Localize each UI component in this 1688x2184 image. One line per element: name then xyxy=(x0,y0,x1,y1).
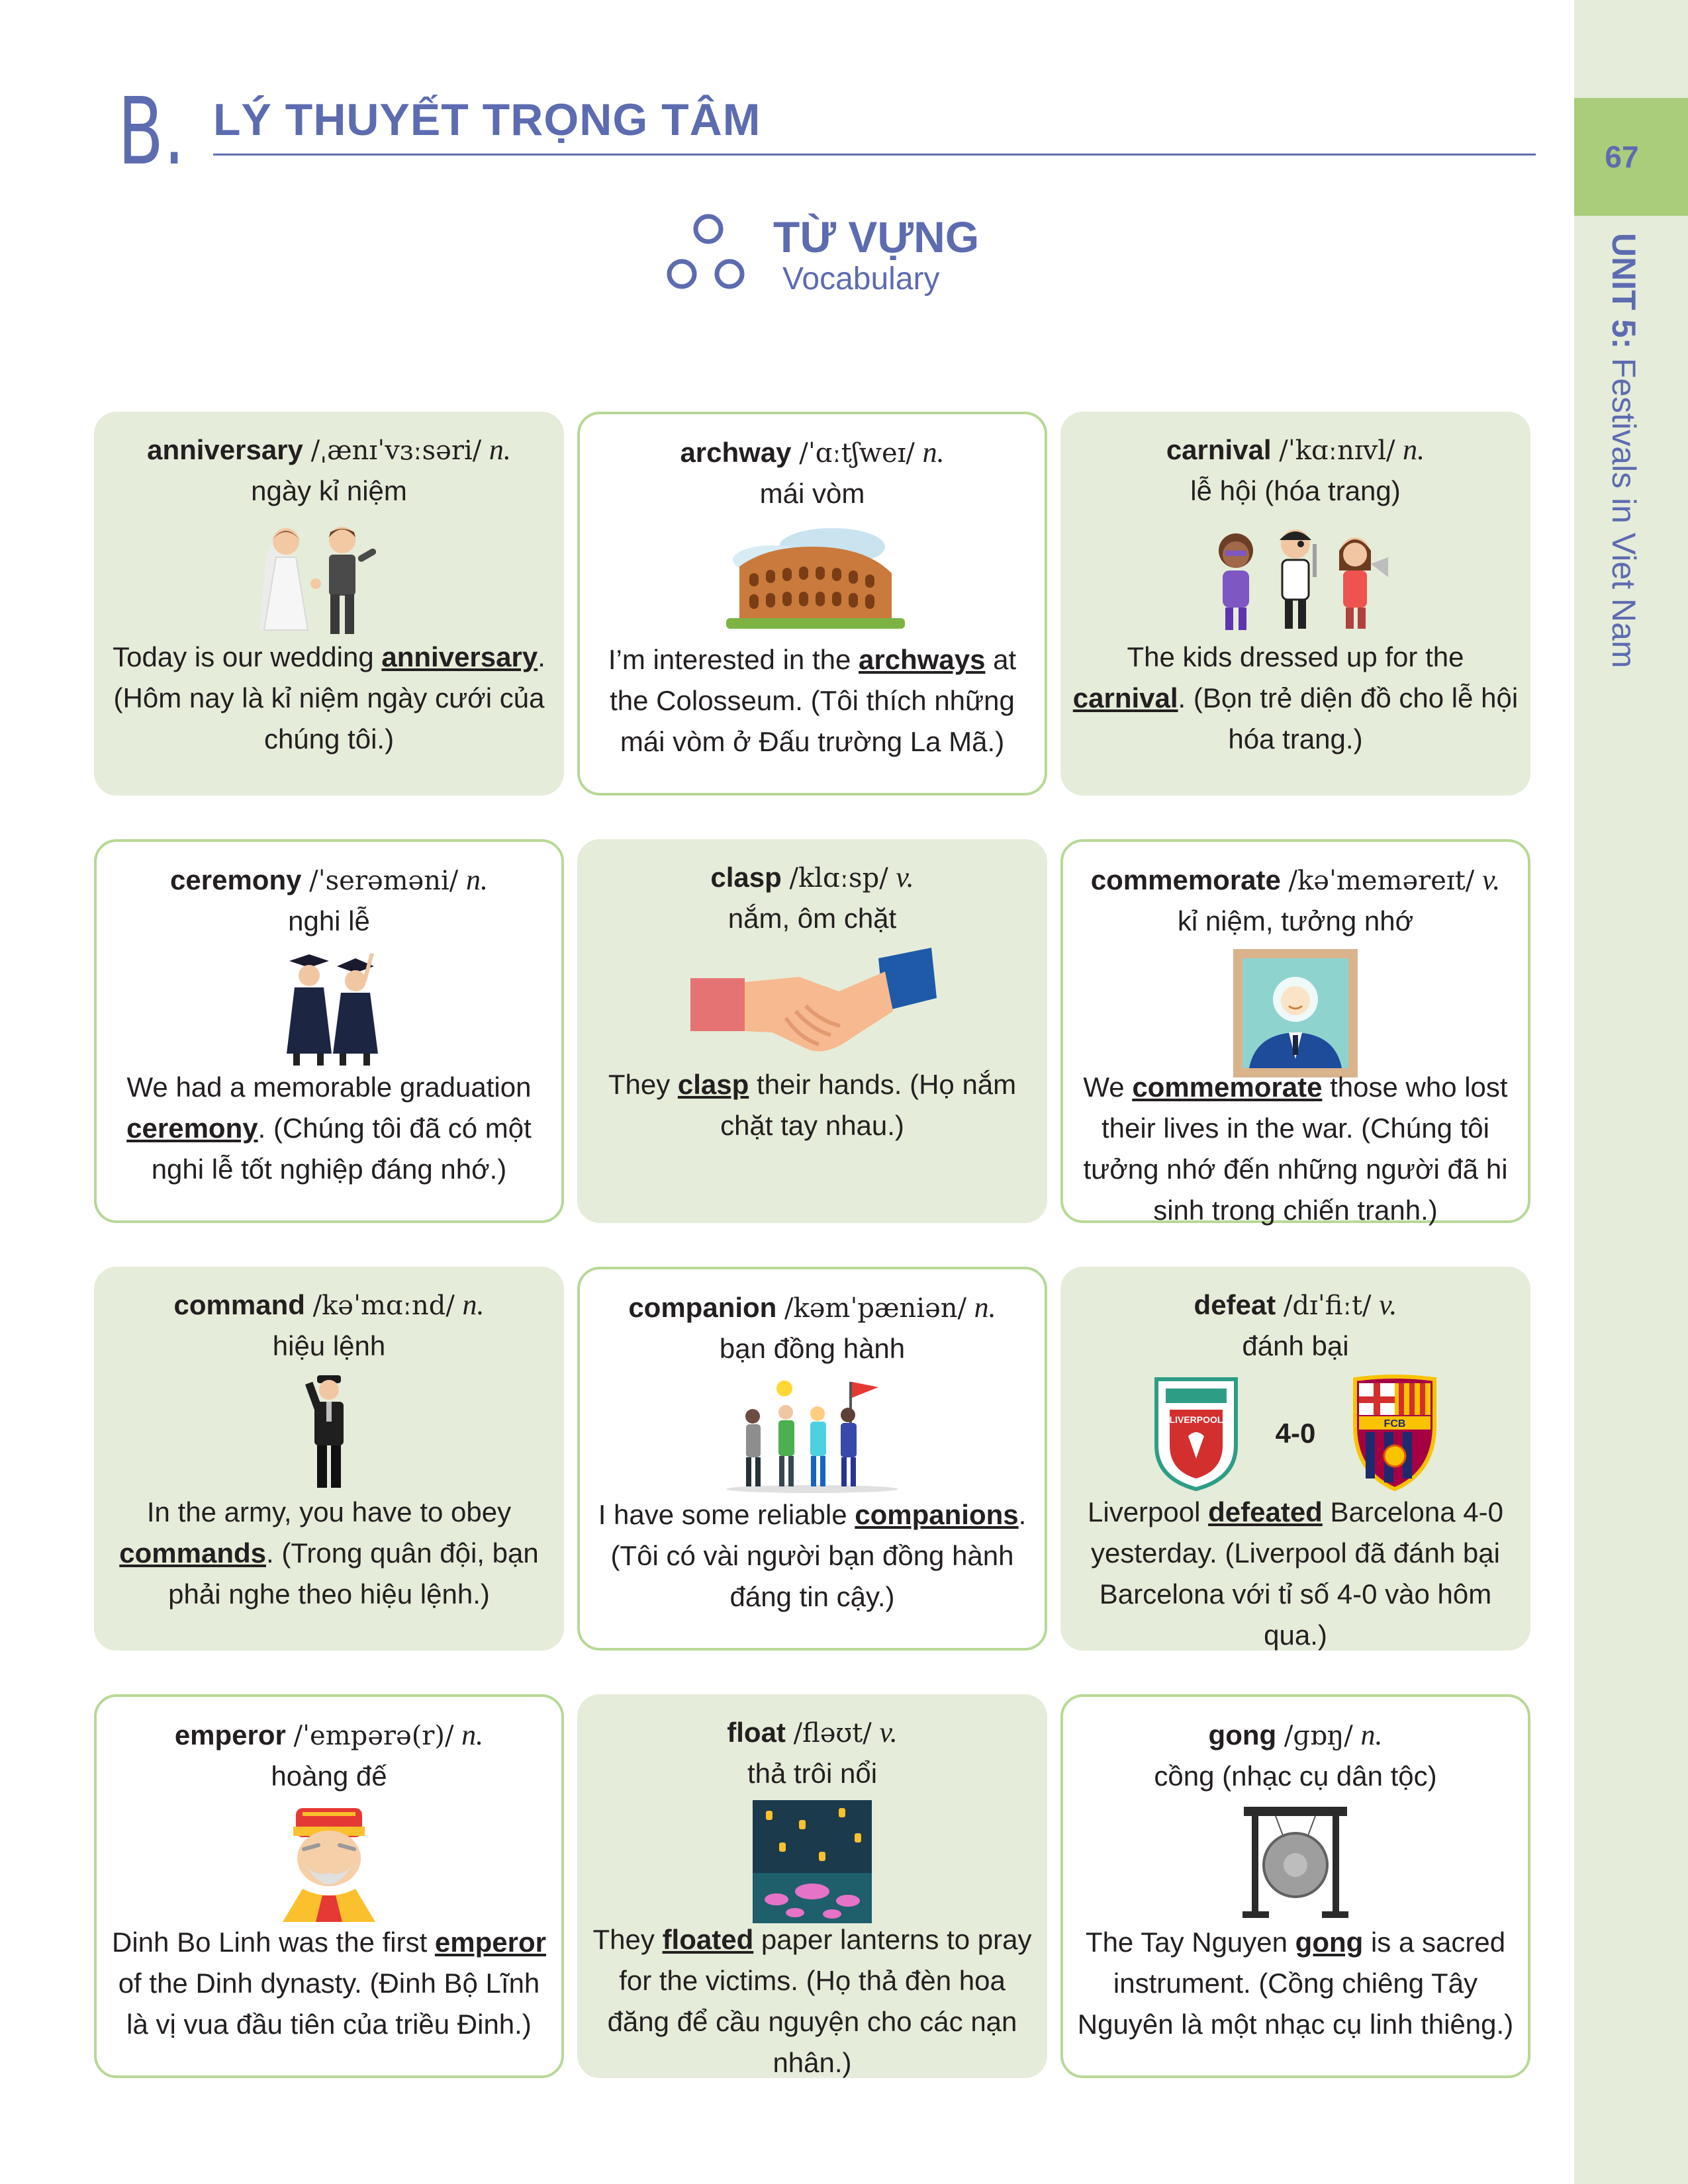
handshake-icon xyxy=(686,945,938,1064)
card-meaning: lễ hội (hóa trang) xyxy=(1190,475,1401,506)
card-ipa: /ˈserəməni/ xyxy=(309,866,459,896)
football-crests-icon xyxy=(1143,1373,1448,1492)
card-pos: n. xyxy=(489,433,511,466)
card-word: float xyxy=(727,1717,786,1748)
card-ipa: /kəˈmeməreɪt/ xyxy=(1288,866,1475,896)
card-example: The kids dressed up for the carnival. (Bọn trẻ diện đồ cho lễ hội hóa trang.) xyxy=(1072,641,1519,754)
unit-title: Festivals in Viet Nam xyxy=(1605,357,1642,668)
card-example: They clasp their hands. (Họ nắm chặt tay nhau.) xyxy=(608,1069,1017,1141)
card-word: emperor xyxy=(174,1719,286,1751)
card-keyword: gong xyxy=(1295,1927,1364,1958)
card-ipa: /ˈkɑːnɪvl/ xyxy=(1279,435,1395,466)
card-example: Today is our wedding anniversary. (Hôm nay là kỉ niệm ngày cưới của chúng tôi.) xyxy=(113,641,545,754)
card-keyword: emperor xyxy=(434,1927,546,1958)
team-walking-icon xyxy=(713,1375,912,1494)
card-ipa: /klɑːsp/ xyxy=(789,863,888,893)
section-title: LÝ THUYẾT TRỌNG TÂM xyxy=(213,95,761,145)
vocab-card-emperor xyxy=(94,1694,564,2078)
crest-right-label: FCB xyxy=(1383,1418,1406,1430)
card-keyword: ceremony xyxy=(126,1113,258,1144)
unit-label xyxy=(1601,233,1647,829)
card-meaning: bạn đồng hành xyxy=(719,1333,906,1364)
page-number: 67 xyxy=(1605,140,1639,174)
gong-icon xyxy=(1196,1803,1395,1922)
card-pos: n. xyxy=(1360,1719,1383,1751)
card-meaning: nắm, ôm chặt xyxy=(727,903,897,934)
card-ipa: /dɪˈfiːt/ xyxy=(1283,1291,1372,1321)
vocab-card-float xyxy=(577,1694,1047,2078)
card-ipa: /ˌænɪˈvɜːsəri/ xyxy=(310,435,482,466)
card-meaning: hoàng đế xyxy=(271,1760,387,1792)
vocab-card-companion xyxy=(577,1267,1047,1651)
wedding-couple-icon xyxy=(230,518,428,637)
card-ipa: /kəmˈpæniən/ xyxy=(784,1293,966,1324)
colosseum-icon xyxy=(713,520,912,639)
crest-left-label: LIVERPOOL xyxy=(1169,1414,1223,1425)
card-word: command xyxy=(173,1289,305,1320)
vocab-card-command xyxy=(94,1267,564,1651)
card-word: carnival xyxy=(1166,434,1272,465)
card-meaning: thả trôi nổi xyxy=(747,1758,878,1789)
card-keyword: carnival xyxy=(1072,682,1178,713)
saluting-soldier-icon xyxy=(230,1373,428,1492)
card-word: clasp xyxy=(710,862,782,893)
costumed-kids-icon xyxy=(1196,518,1395,637)
card-ipa: /ˈɑːtʃweɪ/ xyxy=(799,438,915,469)
card-example: We commemorate those who lost their lives in the war. (Chúng tôi tưởng nhớ đến những người đã hi sinh trong chiến tranh.) xyxy=(1083,1071,1508,1226)
card-meaning: mái vòm xyxy=(759,478,865,509)
card-word: commemorate xyxy=(1090,864,1281,895)
emperor-icon xyxy=(230,1803,428,1922)
memorial-portrait-icon xyxy=(1196,948,1395,1080)
unit-number: UNIT 5: xyxy=(1605,233,1642,349)
card-example: I have some reliable companions. (Tôi có vài người bạn đồng hành đáng tin cậy.) xyxy=(598,1499,1027,1612)
score-label: 4-0 xyxy=(1275,1418,1316,1449)
card-meaning: đánh bại xyxy=(1242,1330,1349,1361)
vocab-card-carnival xyxy=(1060,412,1530,796)
card-pos: n. xyxy=(461,1719,484,1751)
vocab-card-clasp xyxy=(577,839,1047,1223)
card-keyword: archways xyxy=(859,644,986,675)
card-word: companion xyxy=(628,1292,777,1323)
card-keyword: defeated xyxy=(1208,1496,1323,1527)
vocab-title: TỪ VỰNG xyxy=(773,212,980,261)
card-example: They floated paper lanterns to pray for the victims. (Họ thả đèn hoa đăng để cầu nguyện cho các nạn nhân.) xyxy=(592,1924,1032,2078)
card-example: The Tay Nguyen gong is a sacred instrument. (Cồng chiêng Tây Nguyên là một nhạc cụ linh thiêng.) xyxy=(1077,1927,1514,2040)
card-meaning: kỉ niệm, tưởng nhớ xyxy=(1177,905,1414,936)
section-rule xyxy=(213,154,1536,156)
card-word: anniversary xyxy=(147,434,303,465)
card-pos: v. xyxy=(1481,864,1501,896)
card-word: gong xyxy=(1208,1719,1277,1751)
card-pos: n. xyxy=(974,1291,996,1324)
card-example: In the army, you have to obey commands. (Trong quân đội, bạn phải nghe theo hiệu lệnh.) xyxy=(119,1496,539,1610)
card-example: I’m interested in the archways at the Colosseum. (Tôi thích những mái vòm ở Đấu trường La Mã.) xyxy=(608,644,1017,757)
card-meaning: cồng (nhạc cụ dân tộc) xyxy=(1154,1760,1437,1792)
vocab-card-anniversary xyxy=(94,412,564,796)
card-pos: n. xyxy=(922,436,945,469)
card-example: We had a memorable graduation ceremony. (Chúng tôi đã có một nghi lễ tốt nghiệp đáng nhớ.) xyxy=(126,1071,532,1185)
graduates-icon xyxy=(230,948,428,1067)
card-word: archway xyxy=(680,437,792,468)
three-circles-icon xyxy=(662,210,755,296)
card-pos: n. xyxy=(462,1289,485,1321)
card-pos: n. xyxy=(1403,433,1425,466)
card-example: Dinh Bo Linh was the first emperor of the Dinh dynasty. (Đinh Bộ Lĩnh là vị vua đầu tiên của triều Đinh.) xyxy=(112,1927,546,2040)
card-ipa: /kəˈmɑːnd/ xyxy=(312,1291,455,1321)
card-meaning: nghi lễ xyxy=(288,905,370,936)
vocab-card-gong xyxy=(1060,1694,1530,2078)
vocab-subtitle: Vocabulary xyxy=(782,261,940,296)
card-meaning: hiệu lệnh xyxy=(272,1330,386,1361)
card-pos: v. xyxy=(1379,1289,1397,1321)
card-word: defeat xyxy=(1194,1289,1276,1320)
card-pos: n. xyxy=(465,864,488,896)
vocab-card-archway xyxy=(577,412,1047,796)
vocab-card-ceremony xyxy=(94,839,564,1223)
vocab-card-commemorate xyxy=(1060,839,1530,1226)
vocab-card-defeat xyxy=(1060,1267,1530,1651)
card-keyword: commemorate xyxy=(1132,1071,1323,1103)
card-keyword: commands xyxy=(119,1537,266,1569)
card-pos: v. xyxy=(879,1716,898,1749)
section-letter: B. xyxy=(118,78,185,186)
card-pos: v. xyxy=(896,861,914,893)
card-keyword: floated xyxy=(662,1924,754,1955)
card-word: ceremony xyxy=(170,864,302,895)
card-ipa: /fləʊt/ xyxy=(793,1718,872,1749)
card-keyword: clasp xyxy=(677,1069,749,1100)
card-keyword: companions xyxy=(855,1499,1019,1530)
card-example: Liverpool defeated Barcelona 4-0 yesterday. (Liverpool đã đánh bại Barcelona với tỉ số 4-0 vào hôm qua.) xyxy=(1088,1496,1503,1651)
page-tab xyxy=(1574,98,1688,216)
card-ipa: /ˈempərə(r)/ xyxy=(293,1721,454,1751)
card-keyword: anniversary xyxy=(381,641,538,672)
card-ipa: /ɡɒŋ/ xyxy=(1284,1721,1353,1751)
card-meaning: ngày kỉ niệm xyxy=(251,475,407,506)
floating-lanterns-icon xyxy=(713,1800,912,1926)
